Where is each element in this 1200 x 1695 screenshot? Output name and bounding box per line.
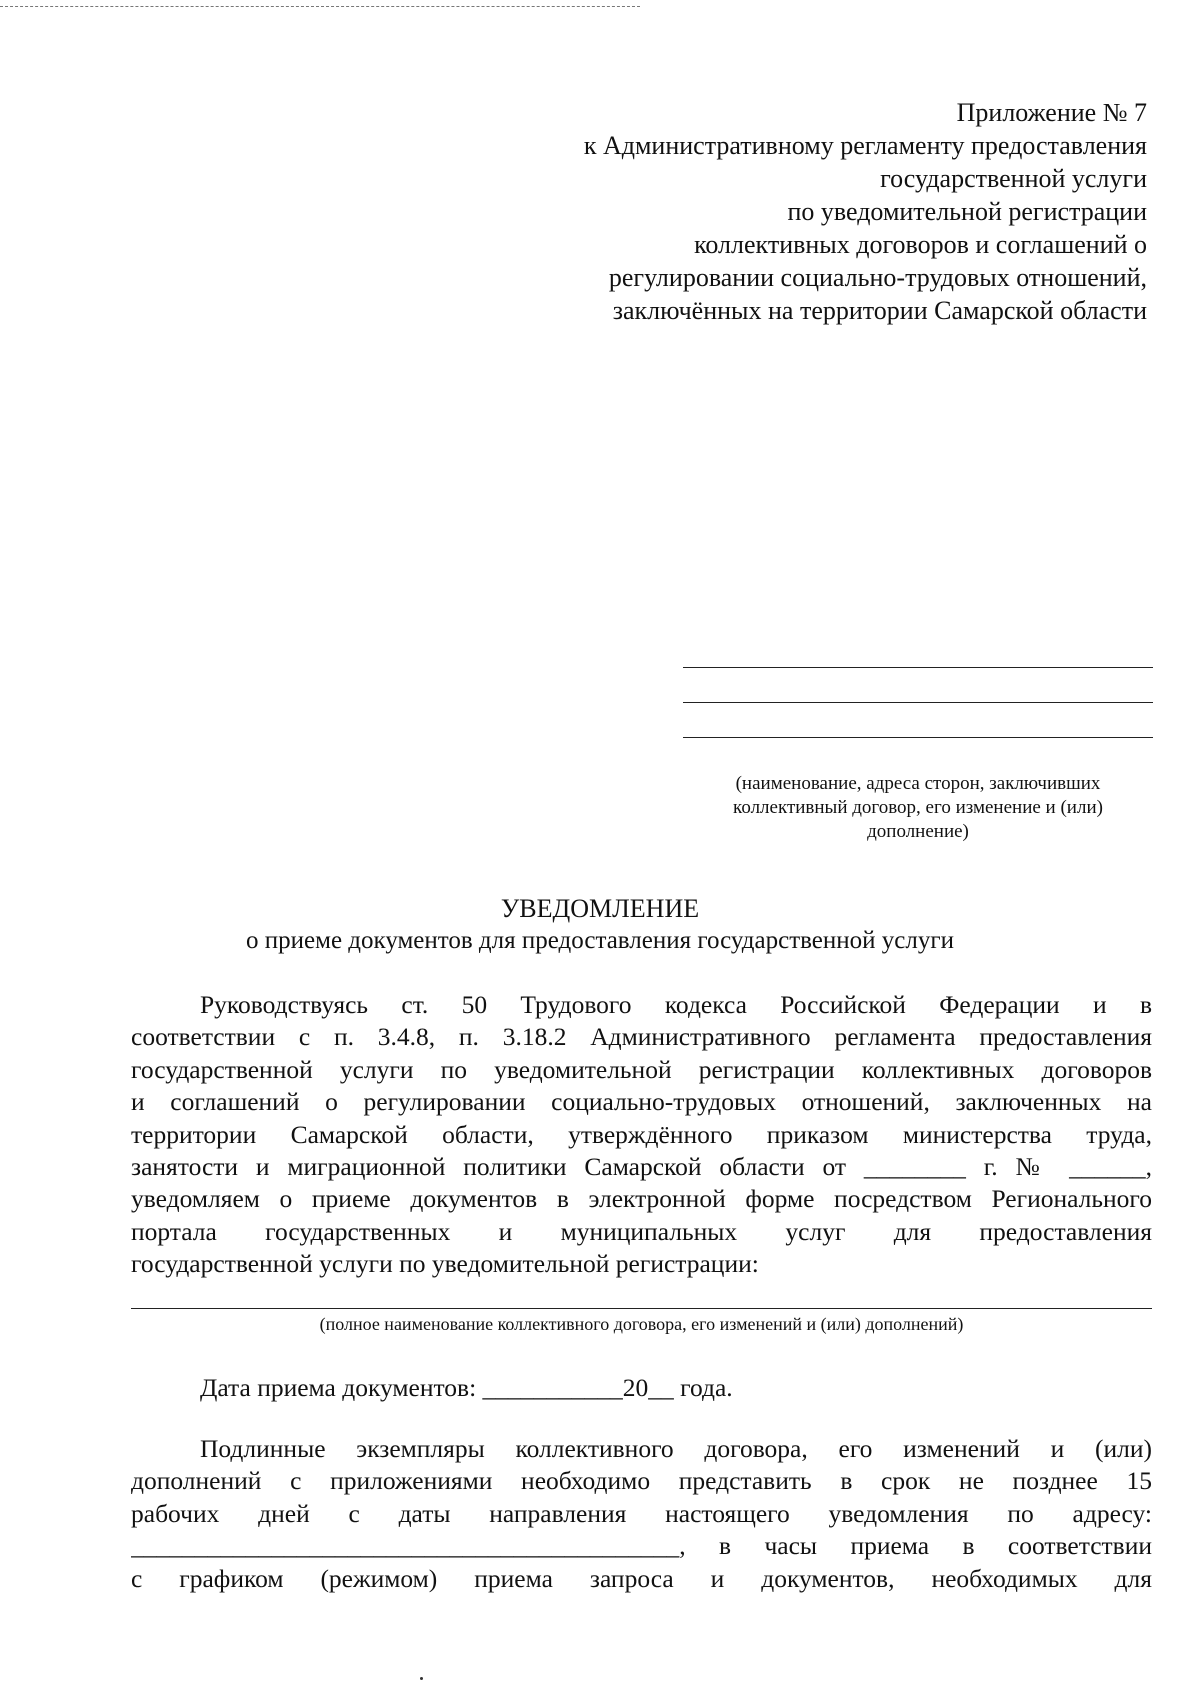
addressee-blank-line: [683, 667, 1153, 668]
document-subtitle: о приеме документов для предоставления государственной услуги: [246, 927, 954, 954]
scan-speck: [420, 1677, 423, 1680]
addressee-blank-line: [683, 702, 1153, 703]
paragraph-line: ___________________________________________, в часы приема в соответствии: [131, 1531, 1152, 1561]
paragraph-originals: [131, 1433, 1152, 1595]
receipt-date-line: Дата приема документов: ___________20__ года.: [200, 1373, 733, 1402]
paragraph-line: дополнений с приложениями необходимо представить в срок не позднее 15: [131, 1466, 1152, 1496]
paragraph-line: соответствии с п. 3.4.8, п. 3.18.2 Административного регламента предоставления: [131, 1022, 1152, 1052]
appendix-line: к Административному регламенту предоставления: [583, 131, 1147, 160]
paragraph-line: государственной услуги по уведомительной регистрации коллективных договоров: [131, 1054, 1152, 1084]
appendix-line: государственной услуги: [880, 164, 1147, 193]
appendix-line: по уведомительной регистрации: [787, 197, 1147, 226]
paragraph-line: Руководствуясь ст. 50 Трудового кодекса Российской Федерации и в: [200, 990, 1152, 1019]
addressee-block: [683, 667, 1153, 844]
appendix-line: заключённых на территории Самарской области: [612, 296, 1147, 325]
paragraph-line: государственной услуги по уведомительной регистрации:: [131, 1249, 759, 1279]
scan-edge-dashes: [0, 6, 640, 7]
paragraph-line: с графиком (режимом) приема запроса и документов, необходимых для: [131, 1563, 1152, 1593]
addressee-caption: [683, 772, 1153, 844]
agreement-name-blank-line: [131, 1308, 1152, 1309]
paragraph-line: занятости и миграционной политики Самарской области от ________ г. № ______,: [131, 1151, 1152, 1181]
paragraph-line: портала государственных и муниципальных услуг для предоставления: [131, 1216, 1152, 1246]
paragraph-line: уведомляем о приеме документов в электронной форме посредством Регионального: [131, 1184, 1152, 1214]
paragraph-line: и соглашений о регулировании социально-трудовых отношений, заключенных на: [131, 1087, 1152, 1117]
appendix-line: Приложение № 7: [956, 98, 1147, 127]
paragraph-line: рабочих дней с даты направления настоящего уведомления по адресу:: [131, 1498, 1152, 1528]
paragraph-line: Подлинные экземпляры коллективного договора, его изменений и (или): [200, 1434, 1152, 1463]
appendix-line: регулировании социально-трудовых отношений,: [608, 263, 1147, 292]
paragraph-line: территории Самарской области, утверждённого приказом министерства труда,: [131, 1119, 1152, 1149]
addressee-caption-line: дополнение): [867, 821, 969, 842]
appendix-header: [447, 96, 1147, 327]
appendix-line: коллективных договоров и соглашений о: [694, 230, 1147, 259]
addressee-caption-line: коллективный договор, его изменение и (или): [733, 797, 1103, 818]
paragraph-intro: [131, 989, 1152, 1281]
document-title: УВЕДОМЛЕНИЕ: [500, 894, 700, 923]
addressee-caption-line: (наименование, адреса сторон, заключивших: [735, 773, 1101, 794]
addressee-blank-line: [683, 737, 1153, 738]
agreement-name-caption: (полное наименование коллективного договора, его изменений и (или) дополнений): [319, 1314, 964, 1334]
